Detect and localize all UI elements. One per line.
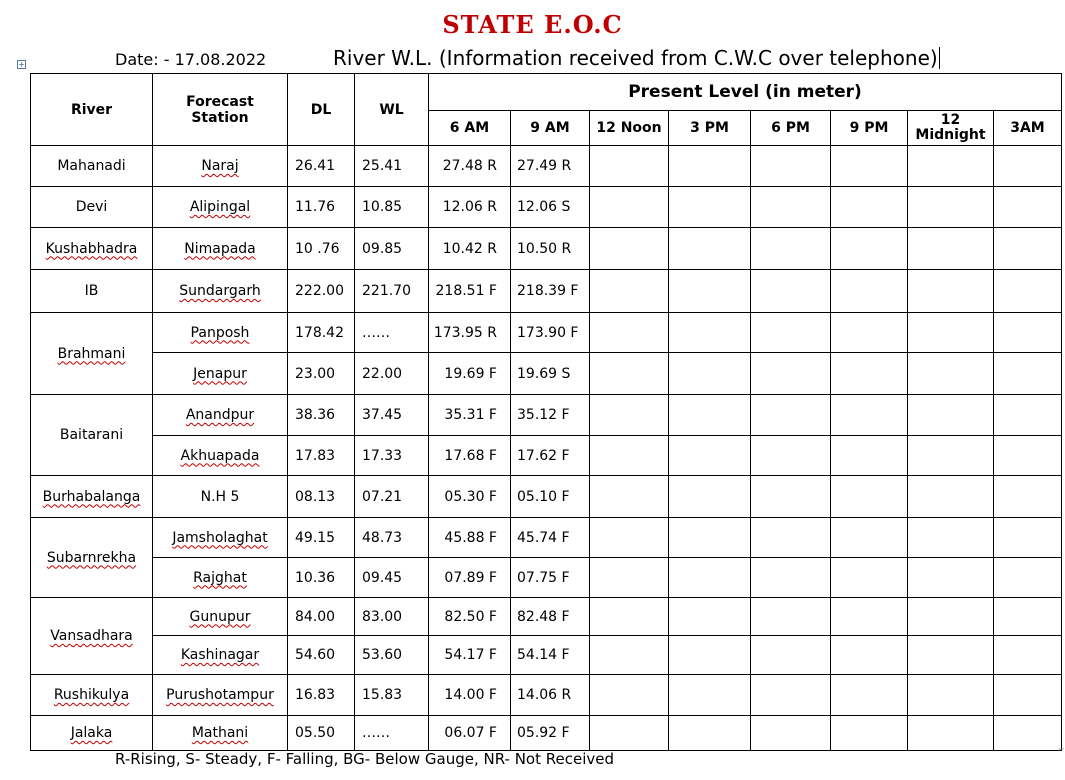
empty-level-cell <box>669 270 751 313</box>
empty-level-cell <box>994 518 1062 558</box>
header-forecast-station-label: Forecast Station <box>186 93 254 126</box>
wl-cell: 53.60 <box>355 636 429 675</box>
empty-level-cell <box>751 675 831 716</box>
empty-level-cell <box>831 636 908 675</box>
report-date: Date: - 17.08.2022 <box>115 50 267 69</box>
level-6am-cell: 19.69 F <box>429 353 511 395</box>
table-row <box>31 636 1062 675</box>
empty-level-cell <box>994 716 1062 751</box>
dl-cell: 49.15 <box>288 518 355 558</box>
station-cell <box>153 395 288 436</box>
table-row <box>31 558 1062 598</box>
table-row <box>31 146 1062 187</box>
empty-level-cell <box>751 313 831 353</box>
table-row <box>31 228 1062 270</box>
empty-level-cell <box>669 353 751 395</box>
empty-level-cell <box>751 436 831 476</box>
empty-level-cell <box>831 353 908 395</box>
empty-level-cell <box>994 558 1062 598</box>
station-cell <box>153 675 288 716</box>
empty-level-cell <box>908 598 994 636</box>
level-9am-cell: 27.49 R <box>511 146 590 187</box>
header-wl: WL <box>355 74 429 146</box>
level-9am-cell: 05.92 F <box>511 716 590 751</box>
dl-cell: 178.42 <box>288 313 355 353</box>
empty-level-cell <box>669 146 751 187</box>
level-9am-cell: 35.12 F <box>511 395 590 436</box>
station-cell <box>153 436 288 476</box>
empty-level-cell <box>908 270 994 313</box>
level-6am-cell: 218.51 F <box>429 270 511 313</box>
station-cell-text: Kashinagar <box>180 647 260 663</box>
dl-cell: 222.00 <box>288 270 355 313</box>
empty-level-cell <box>908 353 994 395</box>
table-row <box>31 187 1062 228</box>
empty-level-cell <box>751 598 831 636</box>
level-6am-cell: 05.30 F <box>429 476 511 518</box>
empty-level-cell <box>994 146 1062 187</box>
empty-level-cell <box>669 636 751 675</box>
river-cell <box>31 518 153 598</box>
station-cell-text: Purushotampur <box>166 687 274 703</box>
empty-level-cell <box>751 187 831 228</box>
dl-cell: 10.36 <box>288 558 355 598</box>
station-cell <box>153 146 288 187</box>
header-time: 12 Midnight <box>908 111 994 146</box>
wl-cell: 07.21 <box>355 476 429 518</box>
river-cell: Mahanadi <box>31 146 153 187</box>
level-9am-cell: 12.06 S <box>511 187 590 228</box>
wl-cell: 37.45 <box>355 395 429 436</box>
empty-level-cell <box>751 146 831 187</box>
header-time: 6 PM <box>751 111 831 146</box>
river-cell <box>31 476 153 518</box>
empty-level-cell <box>994 228 1062 270</box>
empty-level-cell <box>590 353 669 395</box>
empty-level-cell <box>908 313 994 353</box>
level-9am-cell: 10.50 R <box>511 228 590 270</box>
level-6am-cell: 10.42 R <box>429 228 511 270</box>
level-6am-cell: 14.00 F <box>429 675 511 716</box>
station-cell <box>153 716 288 751</box>
station-cell <box>153 228 288 270</box>
empty-level-cell <box>908 716 994 751</box>
station-cell-text: Sundargarh <box>179 283 261 299</box>
station-cell <box>153 313 288 353</box>
empty-level-cell <box>831 146 908 187</box>
level-9am-cell: 17.62 F <box>511 436 590 476</box>
level-6am-cell: 54.17 F <box>429 636 511 675</box>
header-time: 3AM <box>994 111 1062 146</box>
level-9am-cell: 05.10 F <box>511 476 590 518</box>
level-6am-cell: 45.88 F <box>429 518 511 558</box>
station-cell-text: Alipingal <box>189 199 251 215</box>
empty-level-cell <box>590 270 669 313</box>
empty-level-cell <box>831 313 908 353</box>
empty-level-cell <box>669 518 751 558</box>
river-cell <box>31 716 153 751</box>
document-title: STATE E.O.C <box>442 10 623 39</box>
empty-level-cell <box>831 598 908 636</box>
empty-level-cell <box>590 675 669 716</box>
empty-level-cell <box>590 395 669 436</box>
empty-level-cell <box>590 518 669 558</box>
empty-level-cell <box>590 598 669 636</box>
level-9am-cell: 54.14 F <box>511 636 590 675</box>
station-cell-text: Rajghat <box>193 569 247 586</box>
river-cell <box>31 598 153 675</box>
header-time: 6 AM <box>429 111 511 146</box>
level-6am-cell: 07.89 F <box>429 558 511 598</box>
level-6am-cell: 06.07 F <box>429 716 511 751</box>
level-6am-cell: 12.06 R <box>429 187 511 228</box>
empty-level-cell <box>831 436 908 476</box>
water-level-table <box>30 73 1062 751</box>
empty-level-cell <box>994 395 1062 436</box>
empty-level-cell <box>831 716 908 751</box>
dl-cell: 17.83 <box>288 436 355 476</box>
river-cell-text: Burhabalanga <box>42 488 141 505</box>
empty-level-cell <box>590 558 669 598</box>
empty-level-cell <box>590 313 669 353</box>
station-cell-text: Anandpur <box>185 407 255 423</box>
river-cell-text: Vansadhara <box>50 628 133 644</box>
header-river: River <box>31 74 153 146</box>
empty-level-cell <box>590 476 669 518</box>
header-time: 3 PM <box>669 111 751 146</box>
table-row <box>31 436 1062 476</box>
station-cell <box>153 598 288 636</box>
empty-level-cell <box>831 187 908 228</box>
level-6am-cell: 17.68 F <box>429 436 511 476</box>
empty-level-cell <box>831 558 908 598</box>
river-cell-text: Brahmani <box>57 345 126 362</box>
station-cell-text: Naraj <box>201 158 239 174</box>
level-9am-cell: 19.69 S <box>511 353 590 395</box>
empty-level-cell <box>831 270 908 313</box>
empty-level-cell <box>994 353 1062 395</box>
header-time: 9 PM <box>831 111 908 146</box>
level-9am-cell: 173.90 F <box>511 313 590 353</box>
wl-cell: 22.00 <box>355 353 429 395</box>
table-row <box>31 476 1062 518</box>
level-9am-cell: 07.75 F <box>511 558 590 598</box>
dl-cell: 08.13 <box>288 476 355 518</box>
empty-level-cell <box>994 675 1062 716</box>
table-row <box>31 313 1062 353</box>
empty-level-cell <box>908 518 994 558</box>
river-cell-text: Subarnrekha <box>46 549 137 566</box>
empty-level-cell <box>669 716 751 751</box>
wl-cell: 221.70 <box>355 270 429 313</box>
table-row <box>31 270 1062 313</box>
empty-level-cell <box>590 716 669 751</box>
page-corner-marker: ⌐ <box>1058 745 1065 754</box>
empty-level-cell <box>994 436 1062 476</box>
empty-level-cell <box>669 187 751 228</box>
station-cell-text: Akhuapada <box>180 447 260 464</box>
empty-level-cell <box>669 675 751 716</box>
empty-level-cell <box>831 675 908 716</box>
dl-cell: 05.50 <box>288 716 355 751</box>
empty-level-cell <box>908 476 994 518</box>
dl-cell: 38.36 <box>288 395 355 436</box>
empty-level-cell <box>994 598 1062 636</box>
table-row <box>31 716 1062 751</box>
empty-level-cell <box>751 518 831 558</box>
empty-level-cell <box>751 353 831 395</box>
river-cell <box>31 228 153 270</box>
wl-cell: …… <box>355 313 429 353</box>
river-cell <box>31 675 153 716</box>
empty-level-cell <box>751 228 831 270</box>
table-row <box>31 518 1062 558</box>
station-cell-text: Gunupur <box>189 608 251 625</box>
empty-level-cell <box>908 558 994 598</box>
wl-cell: 15.83 <box>355 675 429 716</box>
header-time: 12 Noon <box>590 111 669 146</box>
level-6am-cell: 35.31 F <box>429 395 511 436</box>
station-cell-text: Mathani <box>191 725 249 741</box>
empty-level-cell <box>994 270 1062 313</box>
table-body <box>31 146 1062 751</box>
station-cell <box>153 187 288 228</box>
dl-cell: 10 .76 <box>288 228 355 270</box>
station-cell <box>153 518 288 558</box>
empty-level-cell <box>669 228 751 270</box>
station-cell-text: Panposh <box>190 324 250 341</box>
dl-cell: 23.00 <box>288 353 355 395</box>
wl-cell: 25.41 <box>355 146 429 187</box>
station-cell <box>153 558 288 598</box>
station-cell-text: Nimapada <box>184 240 256 257</box>
empty-level-cell <box>908 146 994 187</box>
river-cell: IB <box>31 270 153 313</box>
empty-level-cell <box>590 187 669 228</box>
wl-cell: 10.85 <box>355 187 429 228</box>
subtitle-text: River W.L. (Information received from C.W.C over telephone) <box>333 46 938 70</box>
level-6am-cell: 82.50 F <box>429 598 511 636</box>
header-dl: DL <box>288 74 355 146</box>
river-cell: Baitarani <box>31 395 153 476</box>
empty-level-cell <box>751 395 831 436</box>
empty-level-cell <box>994 476 1062 518</box>
station-cell: N.H 5 <box>153 476 288 518</box>
empty-level-cell <box>751 636 831 675</box>
empty-level-cell <box>994 313 1062 353</box>
level-9am-cell: 218.39 F <box>511 270 590 313</box>
empty-level-cell <box>590 436 669 476</box>
empty-level-cell <box>908 228 994 270</box>
text-cursor <box>939 47 940 69</box>
station-cell <box>153 636 288 675</box>
level-9am-cell: 14.06 R <box>511 675 590 716</box>
wl-cell: …… <box>355 716 429 751</box>
empty-level-cell <box>908 187 994 228</box>
empty-level-cell <box>908 436 994 476</box>
empty-level-cell <box>669 476 751 518</box>
table-row <box>31 395 1062 436</box>
dl-cell: 11.76 <box>288 187 355 228</box>
empty-level-cell <box>831 518 908 558</box>
table-row <box>31 353 1062 395</box>
empty-level-cell <box>751 476 831 518</box>
river-cell-text: Kushabhadra <box>45 240 138 257</box>
river-cell-text: Rushikulya <box>53 687 130 703</box>
table-row <box>31 598 1062 636</box>
empty-level-cell <box>751 558 831 598</box>
wl-cell: 09.85 <box>355 228 429 270</box>
station-cell-text: Jamsholaghat <box>172 529 268 546</box>
empty-level-cell <box>669 558 751 598</box>
empty-level-cell <box>590 146 669 187</box>
empty-level-cell <box>751 716 831 751</box>
empty-level-cell <box>751 270 831 313</box>
dl-cell: 54.60 <box>288 636 355 675</box>
dl-cell: 16.83 <box>288 675 355 716</box>
empty-level-cell <box>669 598 751 636</box>
empty-level-cell <box>831 395 908 436</box>
empty-level-cell <box>908 395 994 436</box>
level-6am-cell: 27.48 R <box>429 146 511 187</box>
header-forecast-station <box>153 74 288 146</box>
empty-level-cell <box>669 313 751 353</box>
wl-cell: 83.00 <box>355 598 429 636</box>
table-row <box>31 675 1062 716</box>
level-6am-cell: 173.95 R <box>429 313 511 353</box>
empty-level-cell <box>590 636 669 675</box>
river-cell <box>31 313 153 395</box>
header-time: 9 AM <box>511 111 590 146</box>
dl-cell: 84.00 <box>288 598 355 636</box>
empty-level-cell <box>908 675 994 716</box>
empty-level-cell <box>994 636 1062 675</box>
document-subtitle[interactable] <box>333 46 940 70</box>
wl-cell: 09.45 <box>355 558 429 598</box>
empty-level-cell <box>669 395 751 436</box>
river-cell-text: Jalaka <box>70 725 113 741</box>
empty-level-cell <box>831 476 908 518</box>
station-cell-text: Jenapur <box>193 365 247 382</box>
table-move-handle-icon[interactable]: + <box>18 60 25 69</box>
wl-cell: 17.33 <box>355 436 429 476</box>
empty-level-cell <box>590 228 669 270</box>
dl-cell: 26.41 <box>288 146 355 187</box>
legend-note: R-Rising, S- Steady, F- Falling, BG- Below Gauge, NR- Not Received <box>115 750 614 768</box>
empty-level-cell <box>908 636 994 675</box>
empty-level-cell <box>994 187 1062 228</box>
level-9am-cell: 82.48 F <box>511 598 590 636</box>
river-cell: Devi <box>31 187 153 228</box>
level-9am-cell: 45.74 F <box>511 518 590 558</box>
station-cell <box>153 353 288 395</box>
empty-level-cell <box>831 228 908 270</box>
empty-level-cell <box>669 436 751 476</box>
wl-cell: 48.73 <box>355 518 429 558</box>
header-present-level: Present Level (in meter) <box>429 74 1062 111</box>
station-cell <box>153 270 288 313</box>
